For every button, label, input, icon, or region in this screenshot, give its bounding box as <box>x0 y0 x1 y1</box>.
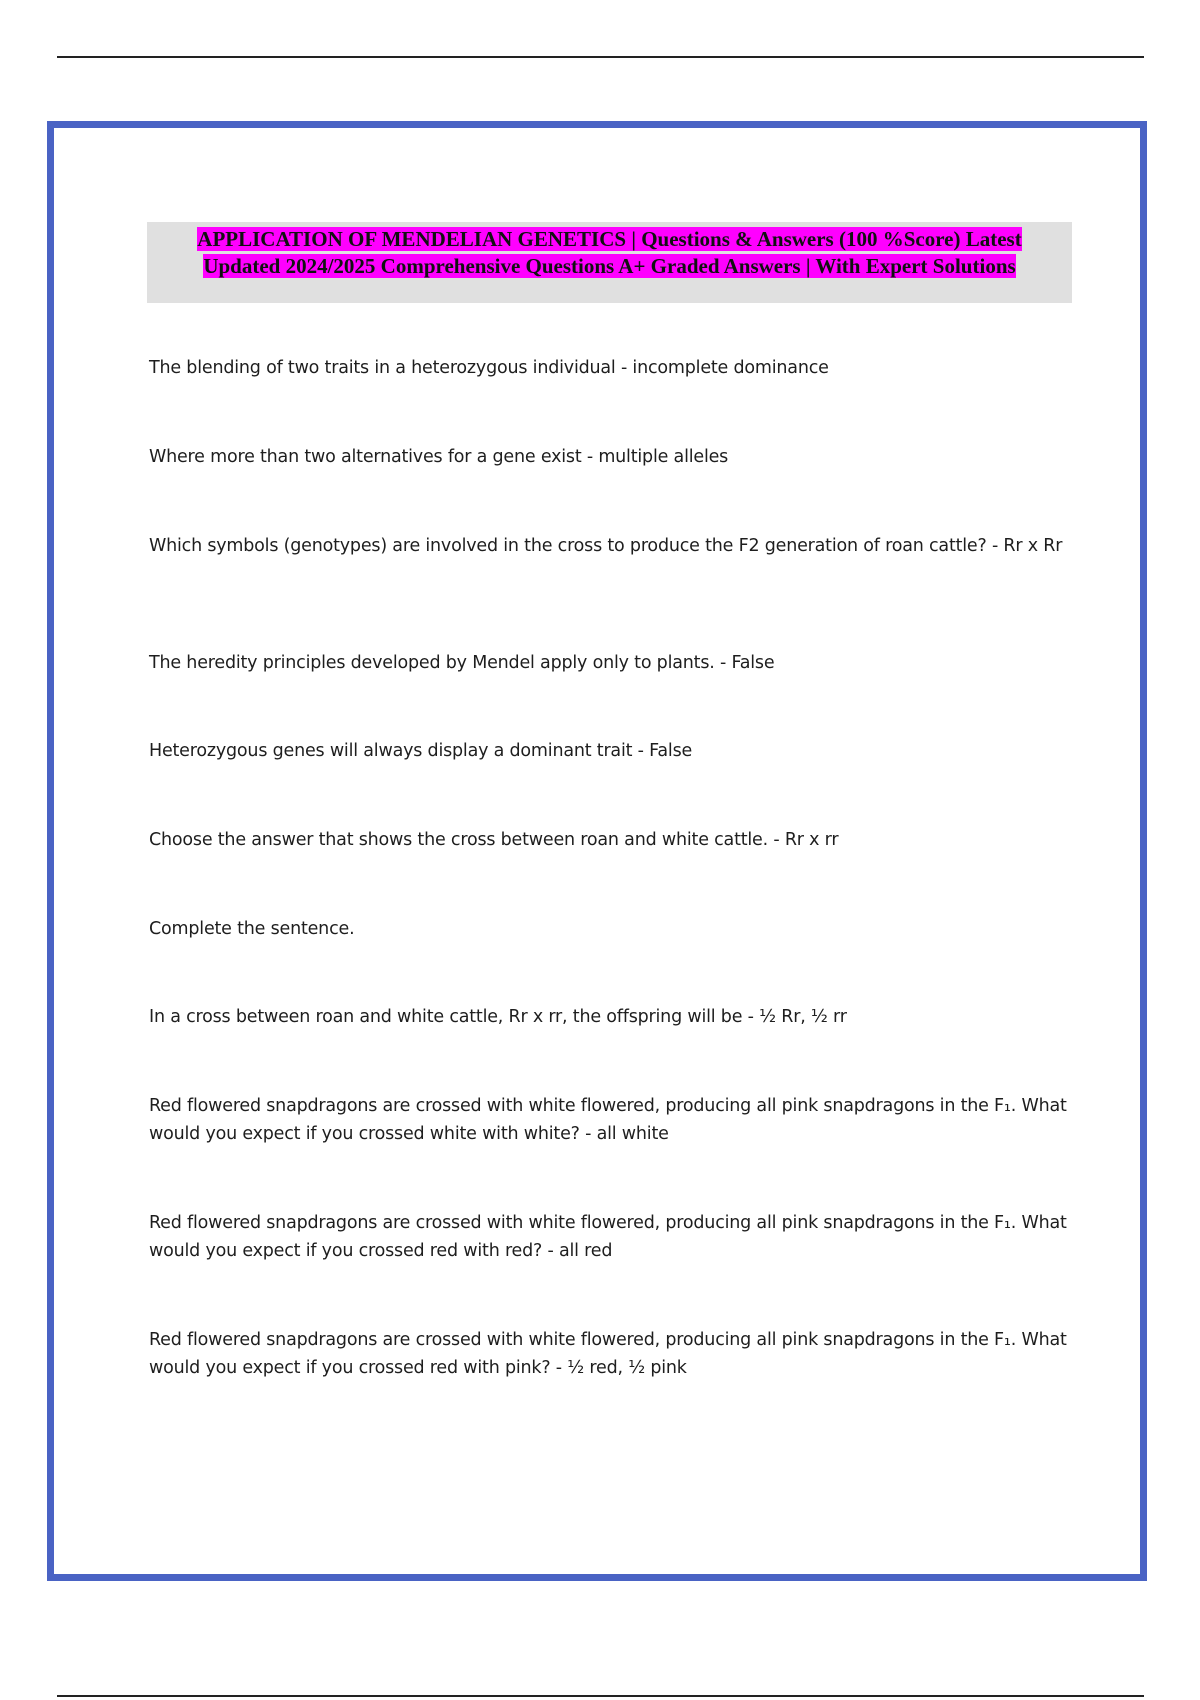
qa-item-7: Complete the sentence. <box>149 919 355 939</box>
qa-item-9: Red flowered snapdragons are crossed with white flowered, producing all pink snapdragons in the F₁. What would you expect if you crossed white with white? - all white <box>149 1096 1067 1144</box>
title-box <box>147 222 1072 303</box>
qa-item-5: Heterozygous genes will always display a dominant trait - False <box>149 741 693 761</box>
qa-item-8: In a cross between roan and white cattle, Rr x rr, the offspring will be - ½ Rr, ½ rr <box>149 1007 847 1027</box>
page-frame <box>47 121 1147 1581</box>
qa-item-1: The blending of two traits in a heterozygous individual - incomplete dominance <box>149 358 829 378</box>
qa-item-6: Choose the answer that shows the cross between roan and white cattle. - Rr x rr <box>149 830 839 850</box>
qa-item-4: The heredity principles developed by Mendel apply only to plants. - False <box>149 653 775 673</box>
qa-item-11: Red flowered snapdragons are crossed with white flowered, producing all pink snapdragons in the F₁. What would you expect if you crossed red with pink? - ½ red, ½ pink <box>149 1330 1067 1378</box>
qa-item-3: Which symbols (genotypes) are involved in the cross to produce the F2 generation of roan cattle? - Rr x Rr <box>149 536 1063 556</box>
document-title: APPLICATION OF MENDELIAN GENETICS | Questions & Answers (100 %Score) Latest Updated 2024/2025 Comprehensive Questions A+ Graded Answers | With Expert Solutions <box>197 227 1022 278</box>
bottom-rule <box>57 1695 1144 1697</box>
qa-item-2: Where more than two alternatives for a gene exist - multiple alleles <box>149 447 729 467</box>
qa-item-10: Red flowered snapdragons are crossed with white flowered, producing all pink snapdragons in the F₁. What would you expect if you crossed red with red? - all red <box>149 1213 1067 1261</box>
top-rule <box>57 56 1144 58</box>
